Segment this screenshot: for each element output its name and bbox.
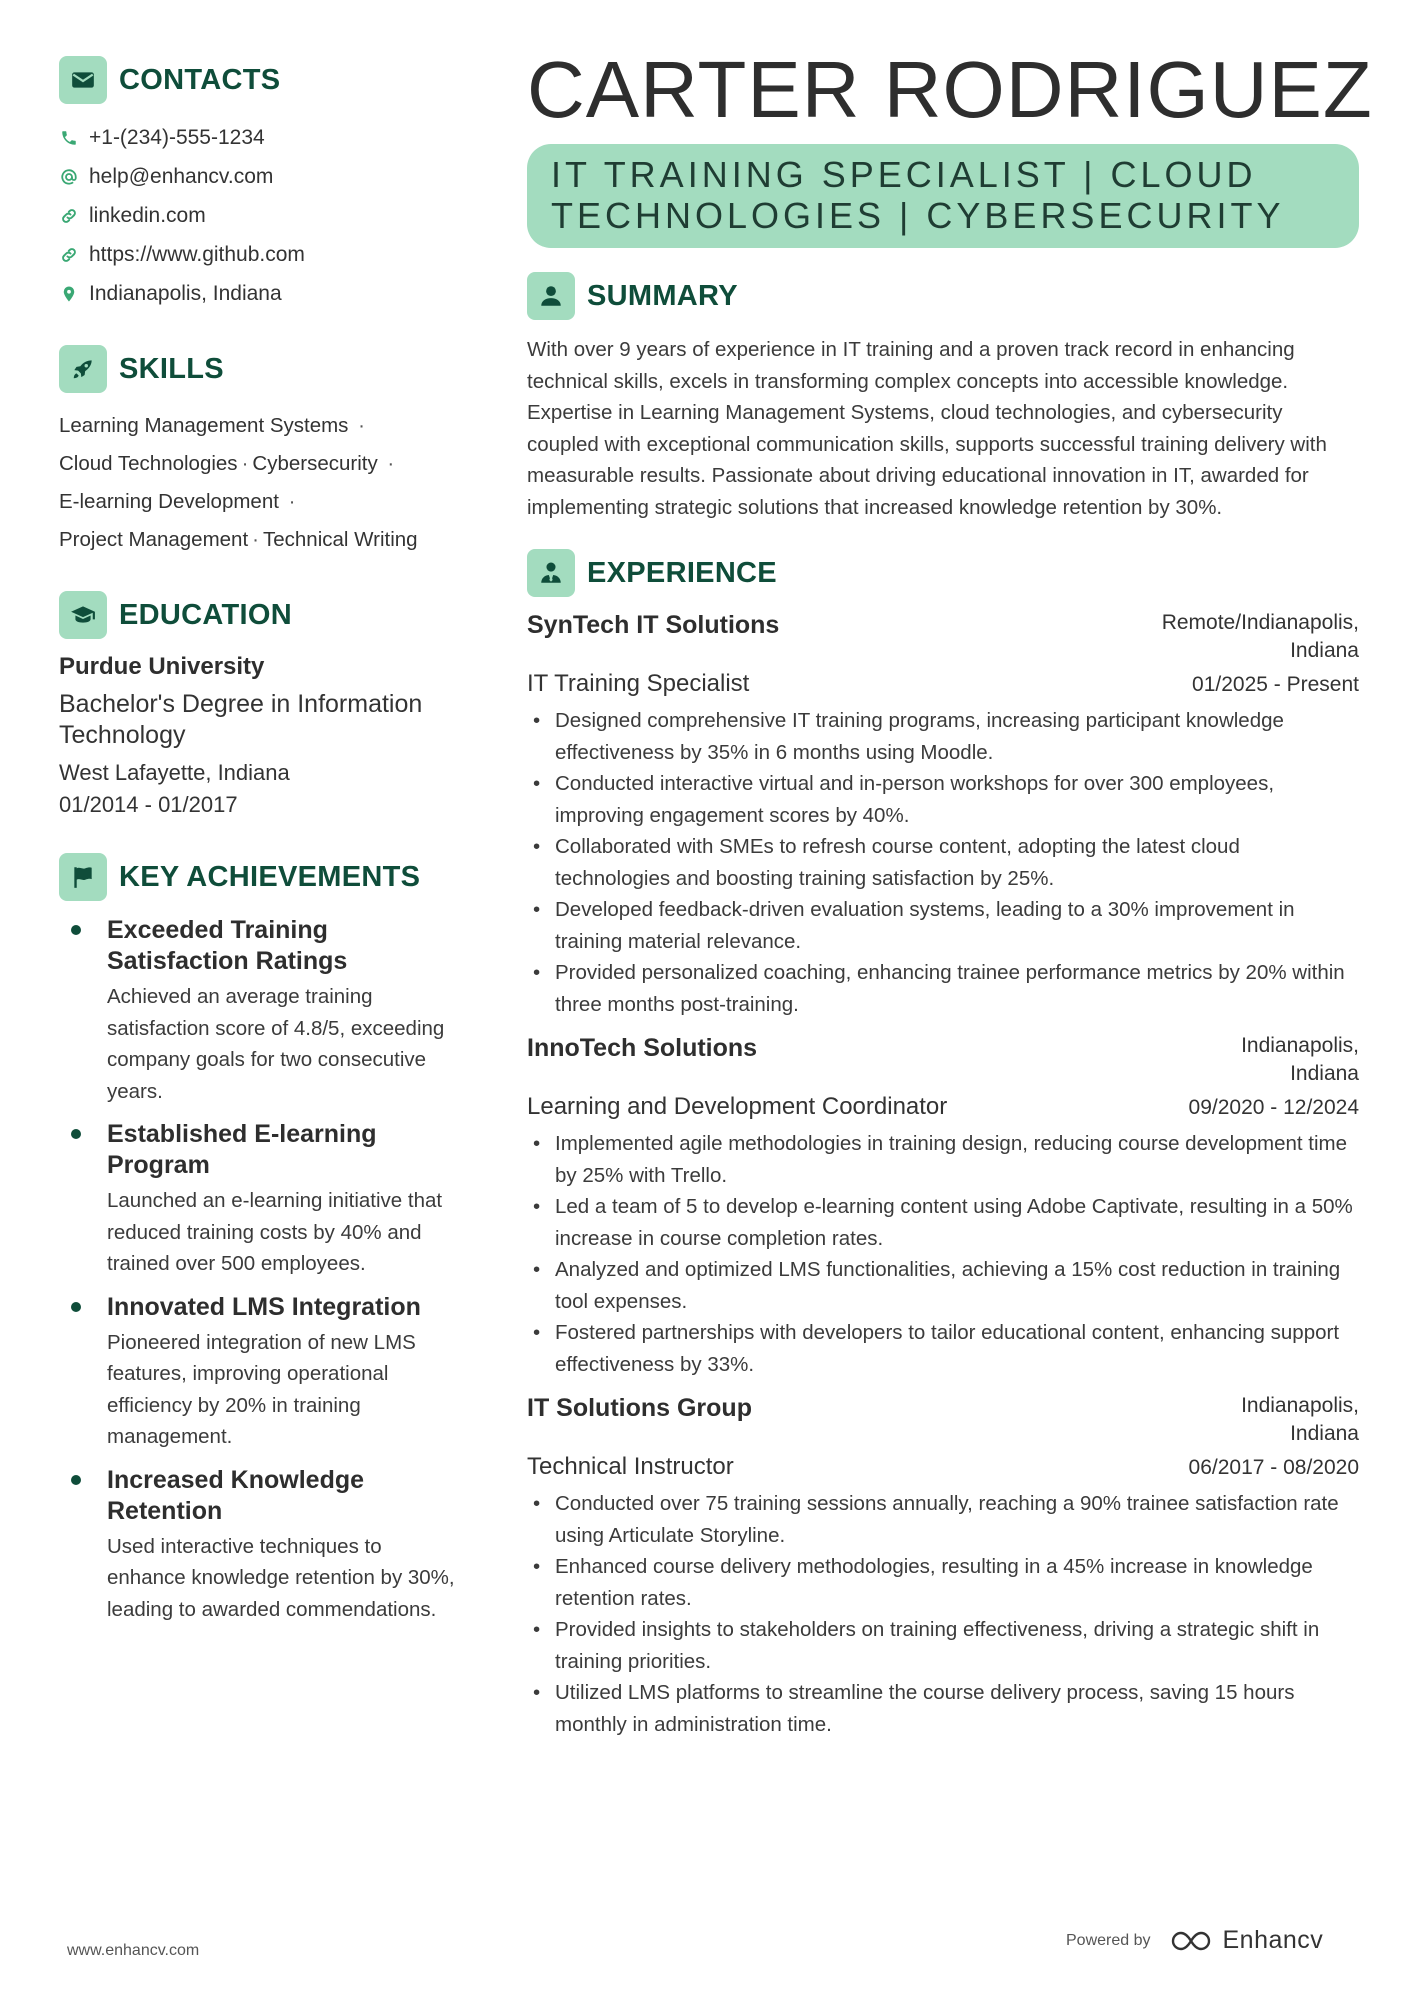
job-location: Indianapolis, Indiana	[1241, 1394, 1359, 1445]
email-text[interactable]: help@enhancv.com	[89, 164, 274, 188]
job-entry	[527, 609, 1359, 1020]
experience-heading	[527, 549, 1359, 597]
skill-line: Project Management · Technical Writing	[59, 528, 418, 551]
bullet-icon	[71, 1302, 81, 1312]
bullet-icon	[71, 1475, 81, 1485]
section-title: EDUCATION	[119, 598, 292, 631]
location-text: Indianapolis, Indiana	[89, 281, 282, 305]
user-tie-icon	[527, 549, 575, 597]
achievement-title: Innovated LMS Integration	[107, 1292, 421, 1321]
job-location: Indianapolis, Indiana	[1241, 1034, 1359, 1085]
contact-email	[59, 157, 459, 196]
bullet-item: • Developed feedback-driven evaluation systems, leading to a 30% improvement in training material relevance.	[527, 894, 1359, 957]
contact-location	[59, 274, 459, 313]
bullet-icon	[71, 1129, 81, 1139]
contact-linkedin	[59, 196, 459, 235]
bullet-item: • Led a team of 5 to develop e-learning content using Adobe Captivate, resulting in a 50% increase in course completion rates.	[527, 1191, 1359, 1254]
contact-list	[59, 118, 459, 313]
at-icon	[59, 168, 79, 186]
skill-line: Cloud Technologies · Cybersecurity ·	[59, 452, 395, 475]
achievement-item	[59, 1292, 459, 1453]
achievement-desc: Achieved an average training satisfaction score of 4.8/5, exceeding company goals for two consecutive years.	[107, 985, 445, 1103]
job-role: Learning and Development Coordinator	[527, 1093, 948, 1120]
job-bullets	[527, 705, 1359, 1020]
footer-website[interactable]: www.enhancv.com	[67, 1942, 200, 1959]
job-title-headline: IT TRAINING SPECIALIST | CLOUD TECHNOLOGIES | CYBERSECURITY	[551, 154, 1285, 236]
skill-item: E-learning Development	[59, 490, 279, 513]
achievement-desc: Pioneered integration of new LMS features, improving operational efficiency by 20% in training management.	[107, 1330, 416, 1448]
summary-text: With over 9 years of experience in IT training and a proven track record in enhancing technical skills, excels in transforming complex concepts into accessible knowledge. Expertise in Learning Management Systems, cloud technologies, and cybersecurity coupled with exceptional communication skills, supports successful training delivery with measurable results. Passionate about driving educational innovation in IT, awarded for implementing strategic solutions that increased knowledge retention by 30%.	[527, 338, 1327, 519]
brand-logo[interactable]	[1171, 1926, 1324, 1955]
achievement-title: Increased Knowledge Retention	[107, 1465, 365, 1525]
envelope-icon	[59, 56, 107, 104]
candidate-name: CARTER RODRIGUEZ	[527, 45, 1373, 134]
skills-heading	[59, 345, 459, 393]
skill-item: Project Management	[59, 528, 249, 551]
achievement-item	[59, 1119, 459, 1280]
link-icon	[59, 246, 79, 264]
skill-line: E-learning Development ·	[59, 490, 296, 513]
github-text[interactable]: https://www.github.com	[89, 242, 305, 266]
section-title: KEY ACHIEVEMENTS	[119, 860, 421, 893]
bullet-item: • Designed comprehensive IT training programs, increasing participant knowledge effectiveness by 35% in 6 months using Moodle.	[527, 705, 1359, 768]
bullet-item: • Conducted over 75 training sessions annually, reaching a 90% trainee satisfaction rate using Articulate Storyline.	[527, 1488, 1359, 1551]
skill-line: Learning Management Systems ·	[59, 414, 365, 437]
brand-name: Enhancv	[1222, 1926, 1324, 1954]
map-pin-icon	[59, 285, 79, 303]
section-title: CONTACTS	[119, 63, 281, 96]
contacts-heading	[59, 56, 459, 104]
skill-item: Technical Writing	[262, 528, 418, 551]
bullet-item: • Utilized LMS platforms to streamline the course delivery process, saving 15 hours monthly in administration time.	[527, 1677, 1359, 1740]
company-name: SynTech IT Solutions	[527, 611, 780, 639]
bullet-item: • Collaborated with SMEs to refresh course content, adopting the latest cloud technologies and boosting training satisfaction by 25%.	[527, 831, 1359, 894]
title-band	[527, 144, 1359, 248]
bullet-item: • Enhanced course delivery methodologies, resulting in a 45% increase in knowledge retention rates.	[527, 1551, 1359, 1614]
degree: Bachelor's Degree in Information Technology	[59, 690, 423, 749]
contact-phone	[59, 118, 459, 157]
education-location: West Lafayette, Indiana	[59, 760, 290, 785]
job-entry	[527, 1032, 1359, 1380]
flag-icon	[59, 853, 107, 901]
bullet-item: • Fostered partnerships with developers to tailor educational content, enhancing support effectiveness by 33%.	[527, 1317, 1359, 1380]
education-entry	[59, 653, 459, 821]
footer-branding	[1066, 1926, 1323, 1955]
school-name: Purdue University	[59, 653, 265, 680]
achievement-item	[59, 1465, 459, 1626]
achievement-item	[59, 915, 459, 1107]
user-icon	[527, 272, 575, 320]
job-bullets	[527, 1488, 1359, 1740]
education-dates: 01/2014 - 01/2017	[59, 792, 238, 817]
job-dates: 09/2020 - 12/2024	[1188, 1096, 1359, 1119]
achievements-heading	[59, 853, 459, 901]
bullet-item: • Implemented agile methodologies in training design, reducing course development time by 25% with Trello.	[527, 1128, 1359, 1191]
skill-item: Cloud Technologies	[59, 452, 238, 475]
bullet-item: • Provided insights to stakeholders on training effectiveness, driving a strategic shift in training priorities.	[527, 1614, 1359, 1677]
section-title: SUMMARY	[587, 279, 738, 312]
company-name: IT Solutions Group	[527, 1394, 752, 1422]
section-title: SKILLS	[119, 352, 224, 385]
bullet-icon	[71, 925, 81, 935]
job-entry	[527, 1392, 1359, 1740]
job-role: Technical Instructor	[527, 1453, 734, 1480]
right-column	[527, 45, 1373, 1740]
skills-list	[59, 407, 459, 559]
summary-heading	[527, 272, 1359, 320]
achievement-desc: Launched an e-learning initiative that reduced training costs by 40% and trained over 500 employees.	[107, 1189, 443, 1275]
job-dates: 01/2025 - Present	[1192, 673, 1359, 696]
achievement-desc: Used interactive techniques to enhance knowledge retention by 30%, leading to awarded commendations.	[107, 1534, 455, 1621]
bullet-item: • Analyzed and optimized LMS functionalities, achieving a 15% cost reduction in training tool expenses.	[527, 1254, 1359, 1317]
left-column	[59, 56, 459, 1637]
achievement-title: Exceeded Training Satisfaction Ratings	[107, 916, 348, 975]
enhancv-logo-icon	[1171, 1928, 1215, 1954]
phone-text[interactable]: +1-(234)-555-1234	[89, 125, 265, 149]
skill-item: Learning Management Systems	[59, 414, 349, 437]
job-dates: 06/2017 - 08/2020	[1188, 1456, 1359, 1479]
skill-item: Cybersecurity	[252, 452, 378, 475]
link-icon	[59, 207, 79, 225]
job-role: IT Training Specialist	[527, 670, 750, 697]
job-location: Remote/Indianapolis, Indiana	[1161, 611, 1359, 662]
achievements-list	[59, 915, 459, 1625]
phone-icon	[59, 129, 79, 147]
achievement-title: Established E-learning Program	[107, 1120, 377, 1179]
graduation-cap-icon	[59, 591, 107, 639]
linkedin-text[interactable]: linkedin.com	[89, 203, 206, 227]
rocket-icon	[59, 345, 107, 393]
powered-by-label: Powered by	[1066, 1931, 1151, 1949]
contact-github	[59, 235, 459, 274]
bullet-item: • Conducted interactive virtual and in-person workshops for over 300 employees, improving engagement scores by 40%.	[527, 768, 1359, 831]
section-title: EXPERIENCE	[587, 556, 777, 589]
company-name: InnoTech Solutions	[527, 1034, 758, 1062]
education-heading	[59, 591, 459, 639]
bullet-item: • Provided personalized coaching, enhancing trainee performance metrics by 20% within three months post-training.	[527, 957, 1359, 1020]
job-bullets	[527, 1128, 1359, 1380]
